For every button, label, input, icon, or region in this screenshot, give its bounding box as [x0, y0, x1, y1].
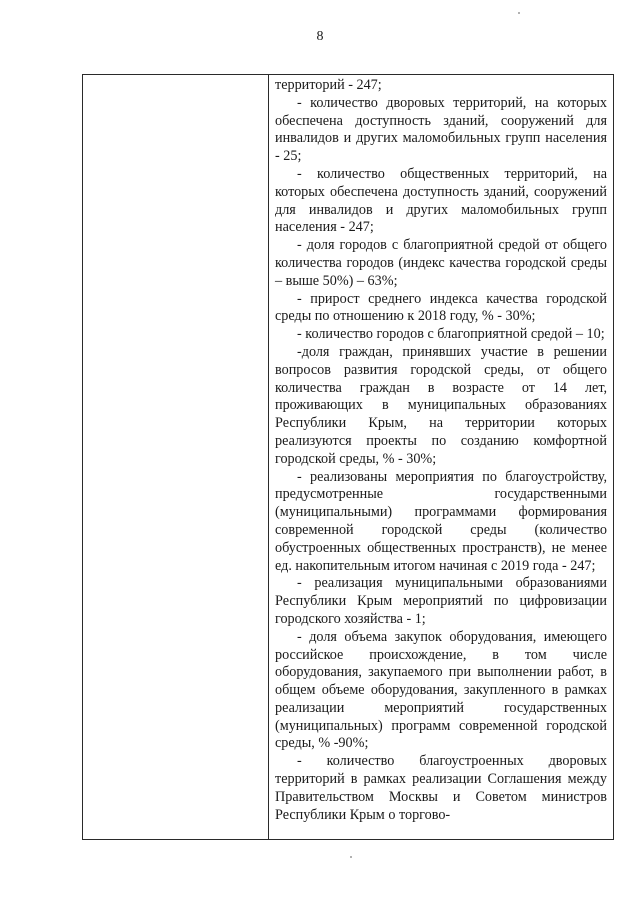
scan-speck	[518, 12, 520, 14]
scan-speck	[350, 856, 352, 858]
table-left-cell	[83, 75, 269, 839]
table-paragraph: территорий - 247;	[275, 77, 382, 93]
table-paragraph: - количество благоустроенных дворовых территорий в рамках реализации Соглашения между Правительством Москвы и Советом министров Республики Крым о торгово-	[275, 753, 607, 823]
table-paragraph: - реализованы мероприятия по благоустройству, предусмотренные государственными (муниципальными) программами формирования современной городской среды (количество обустроенных общественных пространств), не менее ед. накопительным итогом начиная с 2019 года - 247;	[275, 468, 607, 574]
table-paragraph: - количество городов с благоприятной средой – 10;	[297, 326, 605, 343]
table-paragraph: - реализация муниципальными образованиями Республики Крым мероприятий по цифровизации городского хозяйства - 1;	[275, 575, 607, 627]
table-paragraph: - прирост среднего индекса качества городской среды по отношению к 2018 году, % - 30%;	[275, 290, 607, 325]
table-right-cell	[269, 75, 613, 839]
table-paragraph: - доля объема закупок оборудования, имеющего российское происхождение, в том числе оборудования, закупаемого при выполнении работ, в общем объеме оборудования, закупленного в рамках реализации мероприятий государственных (муниципальных) программ современной городской среды, % -90%;	[275, 628, 607, 752]
content-table	[82, 74, 614, 840]
table-paragraph: - количество дворовых территорий, на которых обеспечена доступность зданий, сооружений для инвалидов и других маломобильных групп населения - 25;	[275, 94, 607, 165]
table-paragraph: - доля городов с благоприятной средой от общего количества городов (индекс качества городской среды – выше 50%) – 63%;	[275, 237, 607, 289]
page-number: 8	[316, 29, 324, 44]
table-paragraph: -доля граждан, принявших участие в решении вопросов развития городской среды, от общего количества граждан в возрасте от 14 лет, проживающих в муниципальных образованиях Республики Крым, на территории которых реализуются проекты по созданию комфортной городской среды, % - 30%;	[275, 343, 607, 467]
table-paragraph: - количество общественных территорий, на которых обеспечена доступность зданий, сооружений для инвалидов и других маломобильных групп населения - 247;	[275, 165, 607, 236]
